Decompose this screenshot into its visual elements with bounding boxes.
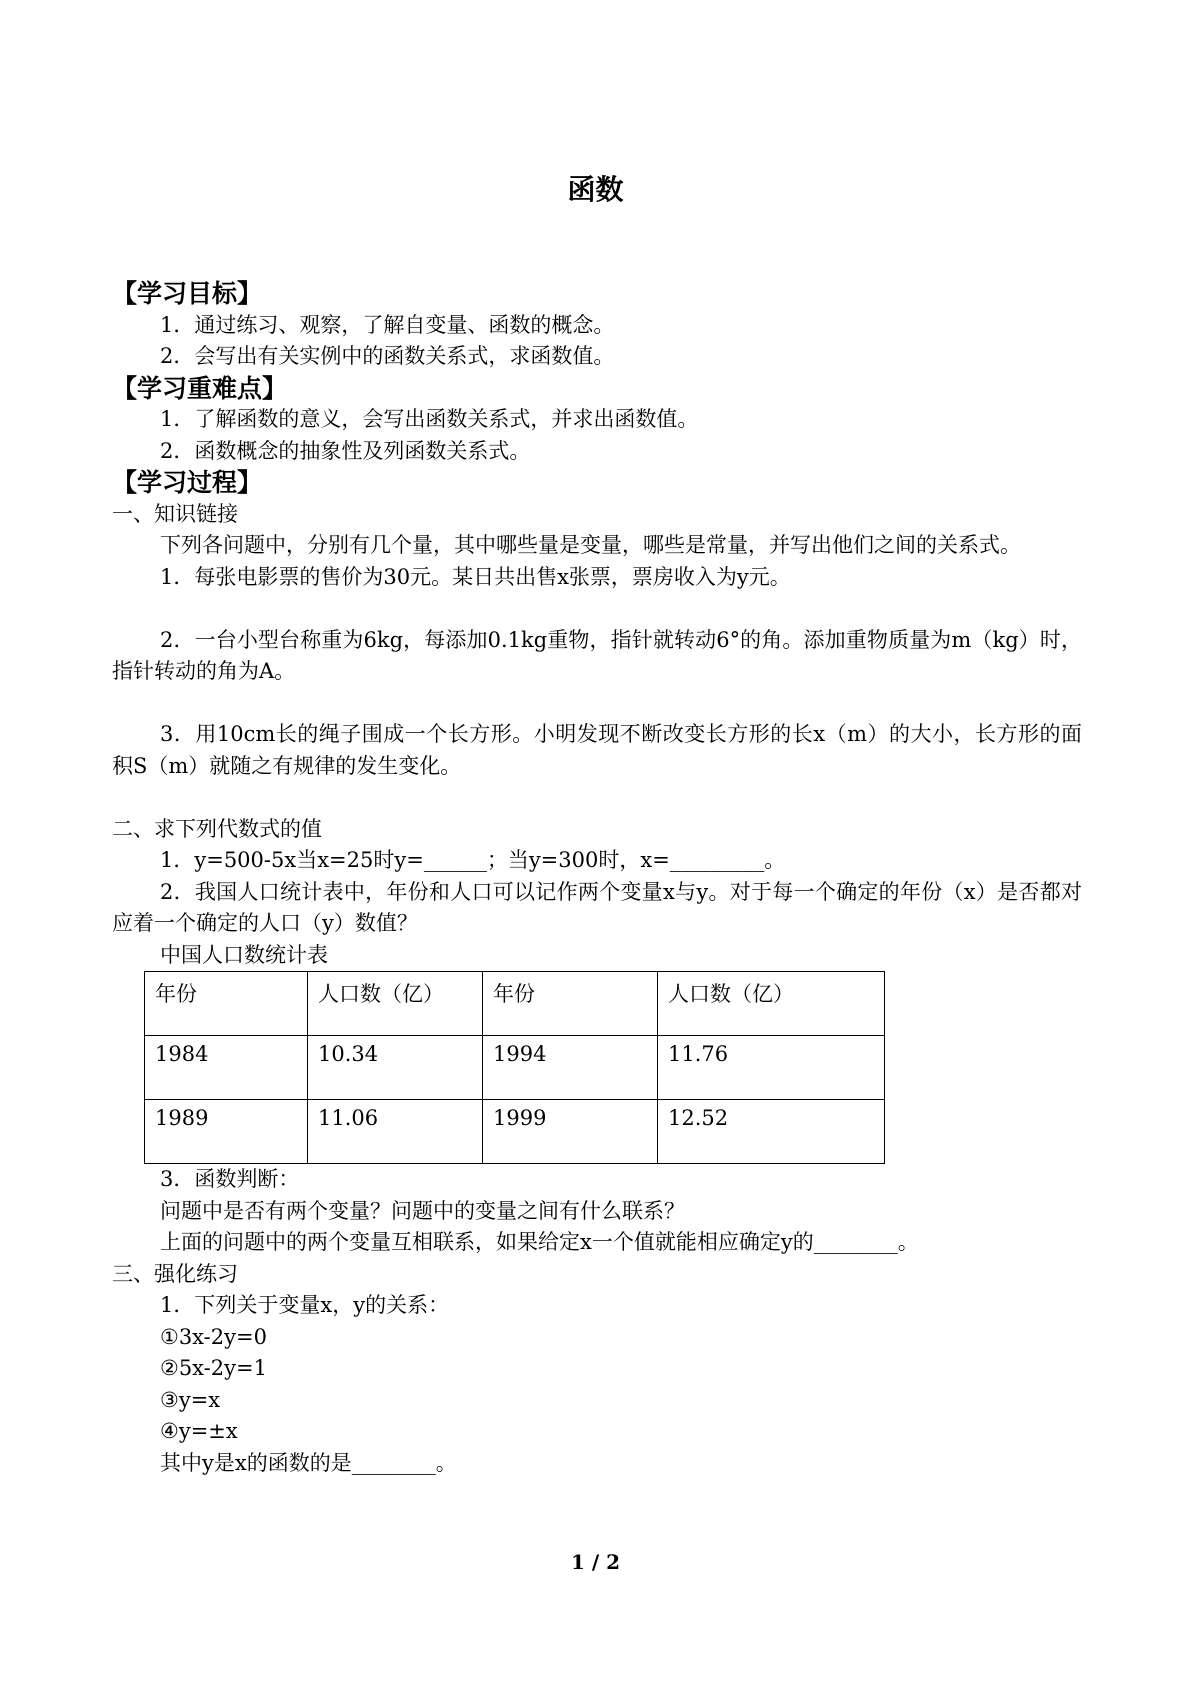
key-points-heading: 【学习重难点】: [112, 373, 288, 403]
section2-question-3-line-2: 上面的问题中的两个变量互相联系，如果给定x一个值就能相应确定y的________。: [160, 1230, 919, 1254]
table-header-cell: 年份: [145, 972, 308, 1036]
table-cell: 1984: [145, 1036, 308, 1100]
table-row: [145, 1036, 885, 1100]
section1-question-3: 3．用10cm长的绳子围成一个长方形。小明发现不断改变长方形的长x（m）的大小，长方形的面积S（m）就随之有规律的发生变化。: [112, 722, 1082, 778]
page-number: 1 / 2: [570, 1550, 621, 1574]
goal-item-2: 2．会写出有关实例中的函数关系式，求函数值。: [160, 344, 615, 368]
section2-question-3-line-1: 问题中是否有两个变量？问题中的变量之间有什么联系？: [160, 1198, 685, 1223]
section3-answer-line: 其中y是x的函数的是________。: [160, 1450, 457, 1475]
table-row: [145, 1100, 885, 1164]
table-cell: 11.06: [308, 1100, 483, 1164]
table-cell: 1989: [145, 1100, 308, 1164]
spacer: [112, 593, 1082, 625]
table-cell: 1999: [483, 1100, 658, 1164]
section3-title: 三、强化练习: [112, 1261, 238, 1286]
section2-title: 二、求下列代数式的值: [112, 816, 322, 841]
document-title: 函数: [567, 173, 624, 206]
section1-question-2: 2．一台小型台称重为6kg，每添加0.1kg重物，指针就转动6°的角。添加重物质量为m（kg）时，指针转动的角为A。: [112, 627, 1082, 683]
population-table: [144, 971, 885, 1164]
section2-question-2: 2．我国人口统计表中，年份和人口可以记作两个变量x与y。对于每一个确定的年份（x）是否都对应着一个确定的人口（y）数值？: [112, 879, 1082, 935]
option-1: ①3x-2y=0: [160, 1324, 267, 1349]
goals-heading: 【学习目标】: [112, 279, 263, 308]
spacer: [112, 782, 1082, 814]
key-point-item-2: 2．函数概念的抽象性及列函数关系式。: [160, 438, 531, 463]
table-header-cell: 人口数（亿）: [308, 972, 483, 1036]
table-caption: 中国人口数统计表: [160, 942, 328, 967]
table-cell: 11.76: [658, 1036, 885, 1100]
section1-question-1: 1．每张电影票的售价为30元。某日共出售x张票，票房收入为y元。: [160, 564, 791, 589]
option-2: ②5x-2y=1: [160, 1356, 267, 1380]
section2-question-3: 3．函数判断：: [160, 1167, 300, 1191]
section1-title: 一、知识链接: [112, 501, 238, 526]
table-cell: 10.34: [308, 1036, 483, 1100]
table-header-row: [145, 972, 885, 1036]
section1-intro: 下列各问题中，分别有几个量，其中哪些量是变量，哪些是常量，并写出他们之间的关系式。: [160, 533, 1021, 557]
spacer: [112, 688, 1082, 720]
section2-question-1: 1．y=500-5x当x=25时y=______；当y=300时，x=_________。: [160, 848, 786, 872]
document-body: [112, 278, 1082, 1479]
key-point-item-1: 1．了解函数的意义，会写出函数关系式，并求出函数值。: [160, 407, 699, 431]
option-3: ③y=x: [160, 1387, 221, 1412]
option-4: ④y=±x: [160, 1419, 238, 1443]
table-header-cell: 人口数（亿）: [658, 972, 885, 1036]
process-heading: 【学习过程】: [112, 468, 263, 497]
goal-item-1: 1．通过练习、观察，了解自变量、函数的概念。: [160, 312, 615, 337]
table-cell: 12.52: [658, 1100, 885, 1164]
section3-question-1: 1．下列关于变量x，y的关系：: [160, 1293, 450, 1317]
table-header-cell: 年份: [483, 972, 658, 1036]
table-cell: 1994: [483, 1036, 658, 1100]
